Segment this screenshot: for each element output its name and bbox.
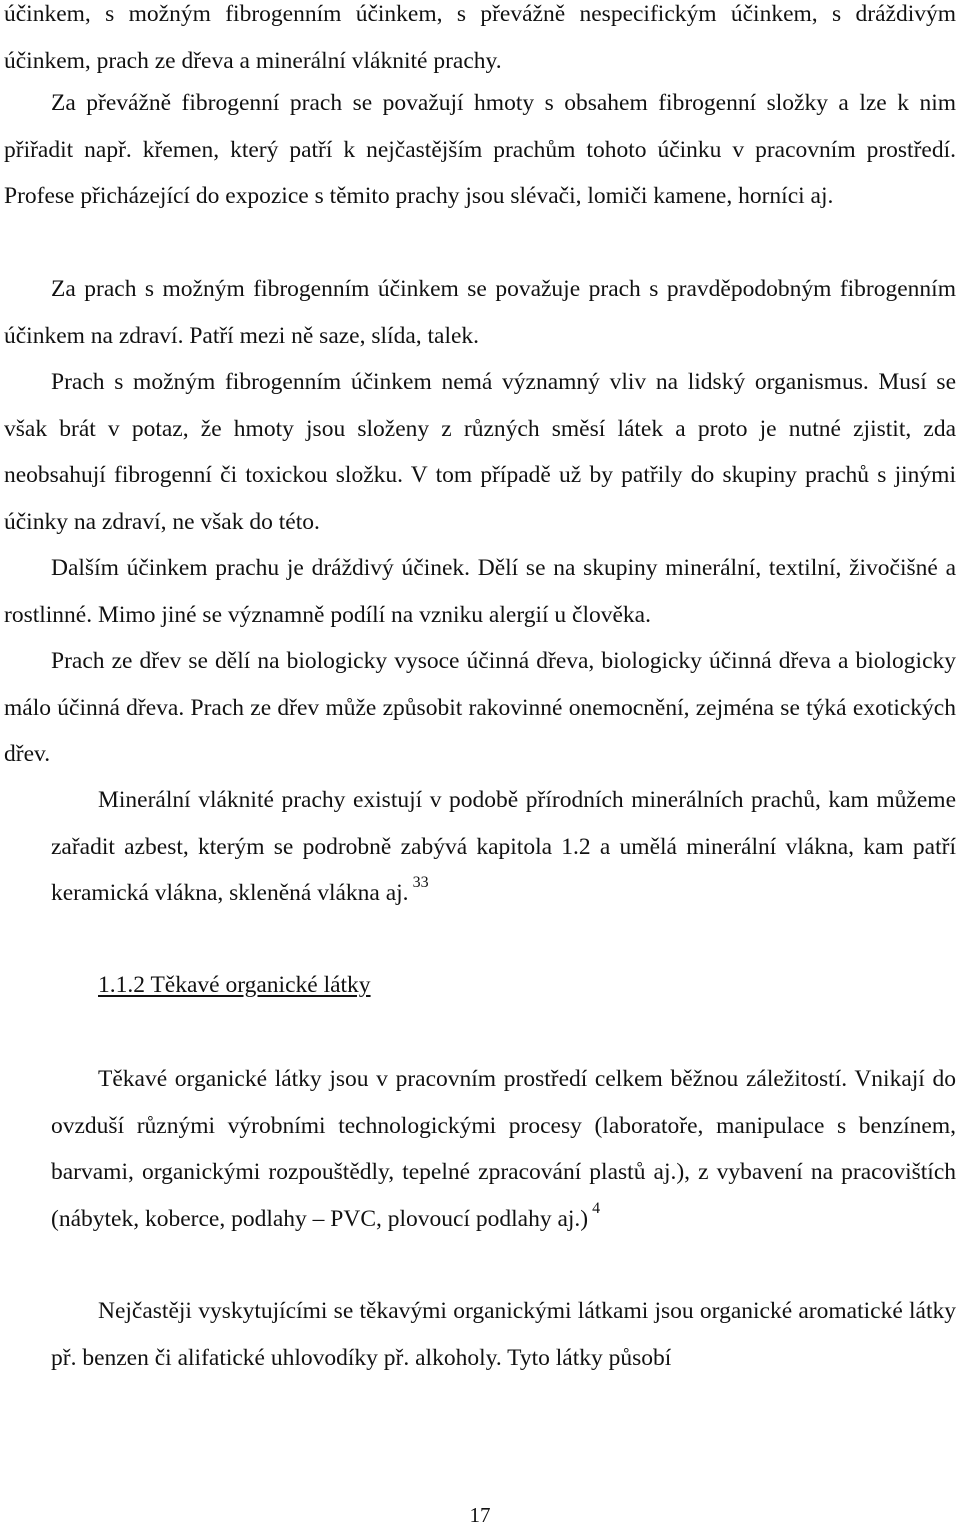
footnote-reference[interactable]: 4	[592, 1199, 601, 1217]
paragraph-dust-categories	[4, 0, 956, 84]
paragraph-text: Těkavé organické látky jsou v pracovním prostředí celkem běžnou záležitostí. Vnikají do ovzduší různými výrobními technologickými procesy (laboratoře, manipulace s benzínem, barvami, organickými rozpouštědly, tepelné zpracování plastů aj.), z vybavení na pracovištích (nábytek, koberce, podlahy – PVC, plovoucí podlahy aj.)	[51, 1066, 956, 1232]
paragraph-text: Prach ze dřev se dělí na biologicky vysoce účinná dřeva, biologicky účinná dřeva a biologicky málo účinná dřeva. Prach ze dřev může způsobit rakovinné onemocnění, zejména se týká exotických dřev.	[4, 648, 956, 768]
paragraph-text: účinkem, s možným fibrogenním účinkem, s převážně nespecifickým účinkem, s dráždivým účinkem, prach ze dřeva a minerální vláknité prachy.	[4, 1, 956, 74]
paragraph-voc-intro	[51, 1056, 956, 1245]
paragraph-text: Za prach s možným fibrogenním účinkem se považuje prach s pravděpodobným fibrogenním účinkem na zdraví. Patří mezi ně saze, slída, talek.	[4, 276, 956, 349]
paragraph-text: Minerální vláknité prachy existují v podobě přírodních minerálních prachů, kam můžeme zařadit azbest, kterým se podrobně zabývá kapitola 1.2 a umělá minerální vlákna, kam patří keramická vlákna, skleněná vlákna aj.	[51, 787, 956, 907]
footnote-reference[interactable]: 33	[412, 874, 429, 892]
paragraph-text: Za převážně fibrogenní prach se považují hmoty s obsahem fibrogenní složky a lze k nim přiřadit např. křemen, který patří k nejčastějším prachům tohoto účinku v pracovním prostředí. Profese přicházející do expozice s těmito prachy jsou slévači, lomiči kamene, horníci aj.	[4, 90, 956, 210]
page-number: 17	[469, 1503, 491, 1527]
paragraph-voc-types	[51, 1288, 956, 1381]
paragraph-irritant-dust	[4, 545, 956, 638]
paragraph-text: Dalším účinkem prachu je dráždivý účinek. Dělí se na skupiny minerální, textilní, živočišné a rostlinné. Mimo jiné se významně podílí na vzniku alergií u člověka.	[4, 555, 956, 628]
paragraph-health-effect	[4, 359, 956, 545]
paragraph-text: Prach s možným fibrogenním účinkem nemá významný vliv na lidský organismus. Musí se však brát v potaz, že hmoty jsou složeny z různých směsí látek a proto je nutné zjistit, zda neobsahují fibrogenní či toxickou složku. V tom případě už by patřily do skupiny prachů s jinými účinky na zdraví, ne však do této.	[4, 369, 956, 535]
paragraph-possible-fibrogenic	[4, 266, 956, 359]
section-heading: 1.1.2 Těkavé organické látky	[98, 972, 371, 998]
paragraph-mineral-fibres	[51, 777, 956, 920]
paragraph-fibrogenic-dust	[4, 80, 956, 220]
paragraph-wood-dust	[4, 638, 956, 778]
paragraph-text: Nejčastěji vyskytujícími se těkavými organickými látkami jsou organické aromatické látky př. benzen či alifatické uhlovodíky př. alkoholy. Tyto látky působí	[51, 1298, 956, 1371]
